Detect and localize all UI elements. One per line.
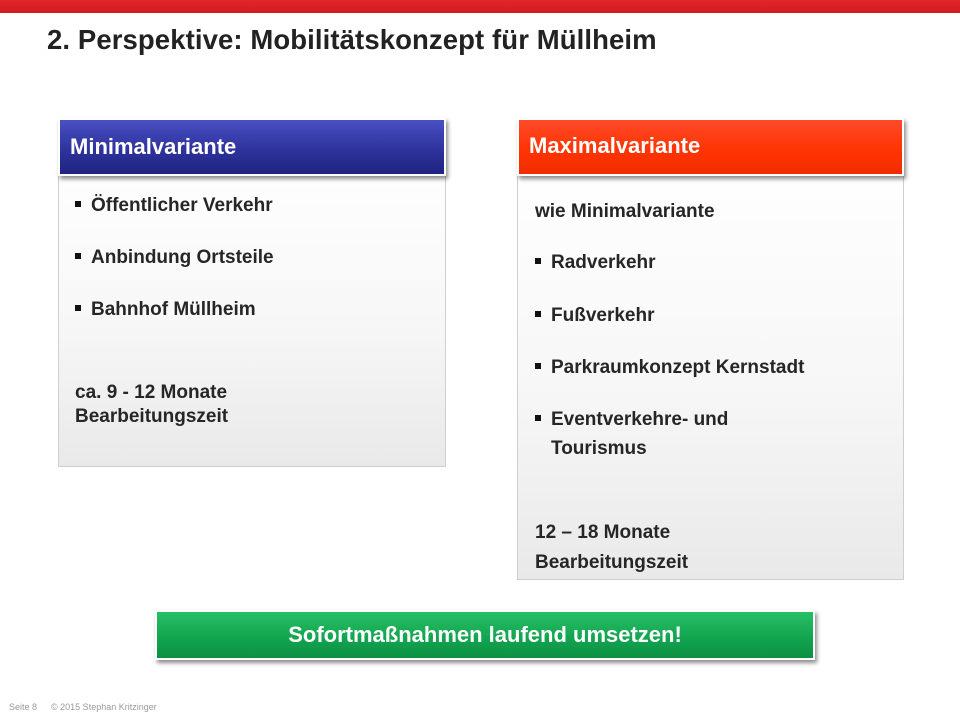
minimal-item-label: Bahnhof Müllheim [91,299,256,320]
minimal-duration [75,381,228,429]
maximal-item-label: Eventverkehre- und [551,409,729,430]
maximal-duration-line2: Bearbeitungszeit [535,552,689,573]
bullet-icon [75,305,81,311]
maximal-item-continuation: Tourismus [551,438,647,459]
bullet-icon [75,201,81,207]
bullet-icon [535,415,541,421]
immediate-measures-banner: Sofortmaßnahmen laufend umsetzen! [155,610,815,660]
minimal-item-label: Öffentlicher Verkehr [91,195,273,216]
minimal-duration-line2: Bearbeitungszeit [75,406,229,427]
maximal-duration-line1: 12 – 18 Monate [535,522,671,543]
slide-title: 2. Perspektive: Mobilitätskonzept für Müllheim [47,24,657,55]
page-number: Seite 8 [9,702,38,712]
bullet-icon [75,253,81,259]
maximal-item [535,356,804,380]
minimal-item-label: Anbindung Ortsteile [91,247,274,268]
bullet-icon [535,363,541,369]
maximal-item [535,251,656,275]
minimal-duration-line1: ca. 9 - 12 Monate [75,382,228,403]
minimal-item [75,298,256,322]
maximal-intro [535,200,715,224]
copyright: © 2015 Stephan Kritzinger [51,702,157,712]
footer [9,702,157,712]
bullet-icon [535,311,541,317]
minimal-variant-header: Minimalvariante [58,118,446,176]
maximal-item-label: Radverkehr [551,252,656,273]
maximal-item [535,408,728,432]
maximal-duration [535,518,688,578]
maximal-item-label: Fußverkehr [551,305,655,326]
minimal-item [75,246,274,270]
minimal-item [75,194,273,218]
top-accent-bar [0,0,960,13]
maximal-item [535,304,654,328]
maximal-variant-header: Maximalvariante [517,118,904,176]
maximal-item-label: Parkraumkonzept Kernstadt [551,357,805,378]
maximal-intro-text: wie Minimalvariante [535,201,715,222]
bullet-icon [535,258,541,264]
